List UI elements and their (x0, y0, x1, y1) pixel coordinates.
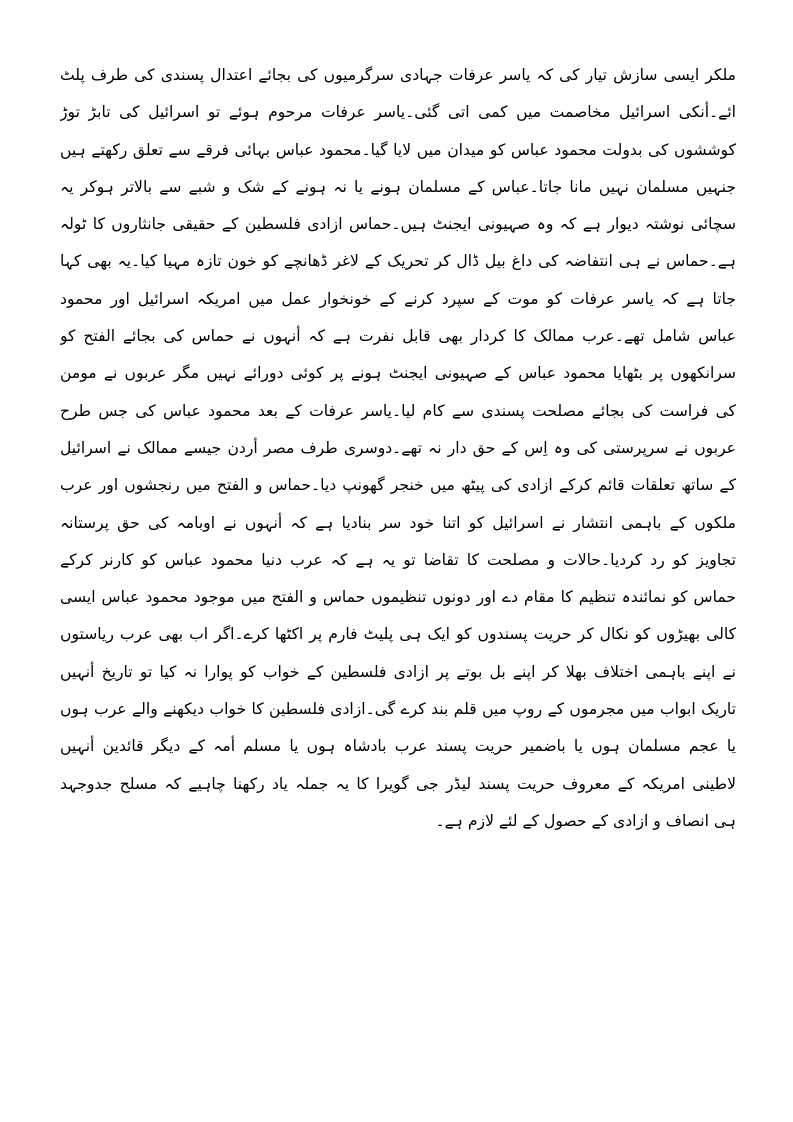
text-line: ائے۔أنکی اسرائیل مخاصمت میں کمی اتی گئی۔یاسر عرفات مرحوم ہوئے تو اسرائیل کی تابڑ توڑ (60, 103, 736, 122)
text-line: ملکوں کے باہمی انتشار نے اسرائیل کو اتنا خود سر بنادیا ہے کہ أنہوں نے اوبامہ کی حق پرستانہ (60, 513, 736, 532)
text-line: لاطینی امریکہ کے معروف حریت پسند لیڈر جی گویرا کا یہ جملہ یاد رکھنا چاہیے کہ مسلح جدوجہد (60, 774, 736, 793)
text-line: سرانکھوں پر بٹھایا محمود عباس کے صہیونی ایجنٹ ہونے پر کوئی دورائے نہیں مگر عربوں نے مومن (60, 364, 736, 383)
text-line: کے ساتھ تعلقات قائم کرکے ازادی کی پیٹھ میں خنجر گھونپ دیا۔حماس و الفتح میں رنجشوں اور عرب (60, 476, 736, 495)
text-line: یا عجم مسلمان ہوں یا باضمیر حریت پسند عرب بادشاہ ہوں یا مسلم أمہ کے دیگر قائدین أنہیں (60, 737, 736, 756)
text-line: جاتا ہے کہ یاسر عرفات کو موت کے سپرد کرنے کے خونخوار عمل میں امریکہ اسرائیل اور محمود (60, 289, 736, 308)
text-line: عباس شامل تھے۔عرب ممالک کا کردار بھی قابل نفرت ہے کہ أنہوں نے حماس کی بجائے الفتح کو (60, 327, 736, 346)
urdu-article-body (60, 57, 736, 840)
text-line: نے اپنے باہمی اختلاف بھلا کر اپنے بل بوتے پر ازادی فلسطین کے خواب کو پوارا نہ کیا تو تاریخ أنہیں (60, 662, 736, 681)
text-line: جنہیں مسلمان نہیں مانا جاتا۔عباس کے مسلمان ہونے یا نہ ہونے کے شک و شبے سے بالاتر ہوکر یہ (60, 177, 736, 196)
text-line: کی فراست کی بجائے مصلحت پسندی سے کام لیا۔یاسر عرفات کے بعد محمود عباس کی جس طرح (60, 401, 736, 420)
text-line: کالی بھیڑوں کو نکال کر حریت پسندوں کو ایک ہی پلیٹ فارم پر اکٹھا کرے۔اگر اب بھی عرب ریاستوں (60, 625, 736, 644)
text-line: ملکر ایسی سازش تیار کی کہ یاسر عرفات جہادی سرگرمیوں کی بجائے اعتدال پسندی کی طرف پلٹ (60, 66, 736, 84)
text-line: سچائی نوشتہ دیوار ہے کہ وہ صہیونی ایجنٹ ہیں۔حماس ازادی فلسطین کے حقیقی جانثاروں کا ٹولہ (60, 215, 736, 234)
text-line: تاریک ابواب میں مجرموں کے روپ میں قلم بند کرے گی۔ازادی فلسطین کا خواب دیکھنے والے عرب ہوں (60, 700, 736, 719)
text-line: عربوں نے سرپرستی کی وہ اِس کے حق دار نہ تھے۔دوسری طرف مصر أردن جیسے ممالک نے اسرائیل (60, 438, 736, 457)
text-line: ہے۔حماس نے ہی انتفاضہ کی داغ بیل ڈال کر تحریک کے لاغر ڈھانچے کو خون تازہ مہیا کیا۔یہ بھی کہا (60, 252, 736, 271)
text-line: کوششوں کی بدولت محمود عباس کو میدان میں لایا گیا۔محمود عباس بہائی فرقے سے تعلق رکھتے ہیں (60, 140, 736, 159)
text-line: حماس کو نمائندہ تنظیم کا مقام دے اور دونوں تنظیموں حماس و الفتح میں موجود محمود عباس ایسی (60, 588, 736, 607)
text-line-last: ہی انصاف و ازادی کے حصول کے لئے لازم ہے۔ (435, 811, 736, 830)
text-line: تجاویز کو رد کردیا۔حالات و مصلحت کا تقاضا تو یہ ہے کہ عرب دنیا محمود عباس کو کارنر کرکے (60, 550, 736, 569)
